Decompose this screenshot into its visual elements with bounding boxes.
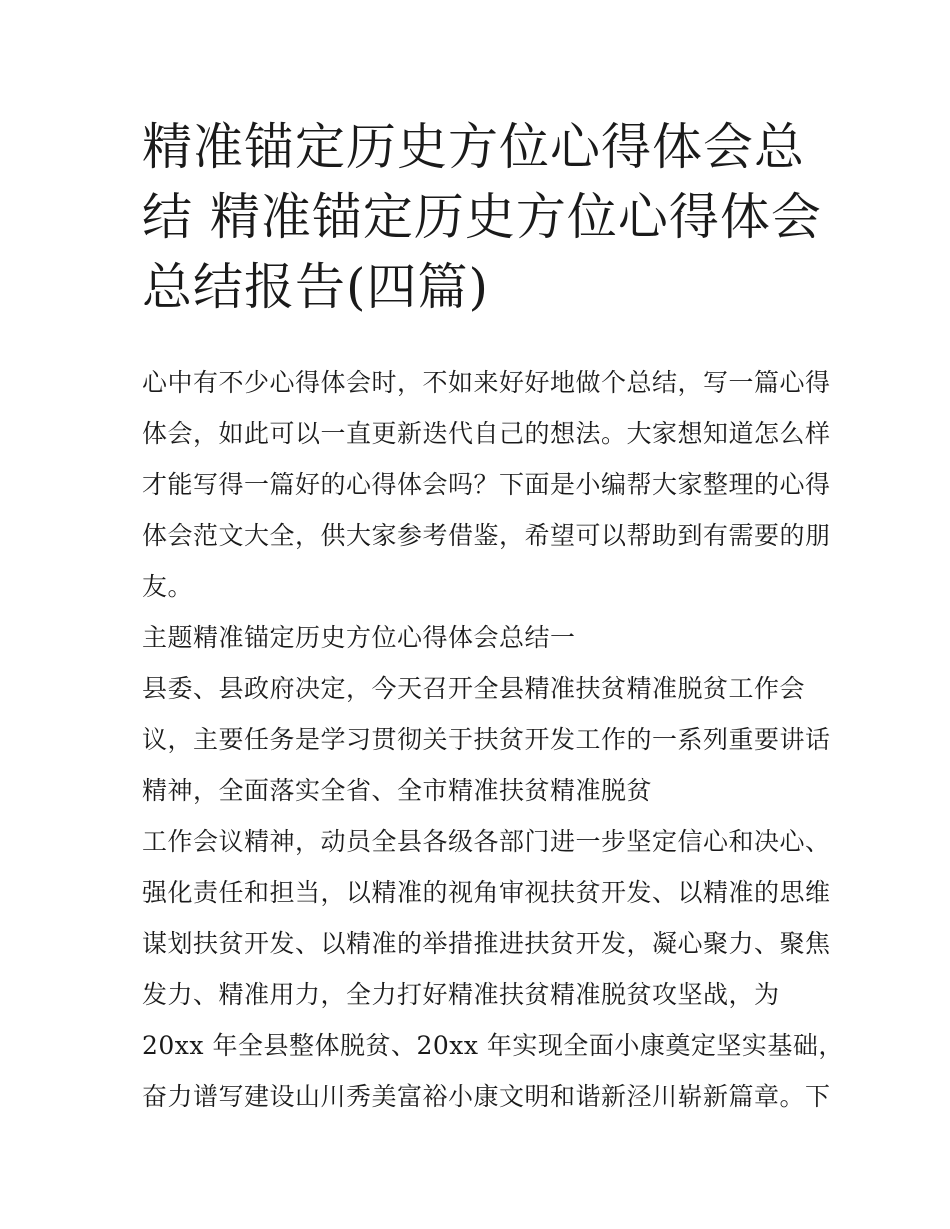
- body-line: 体会范文大全，供大家参考借鉴，希望可以帮助到有需要的朋: [142, 521, 831, 550]
- body-line: 强化责任和担当，以精准的视角审视扶贫开发、以精准的思维: [142, 878, 831, 907]
- body-line: 体会，如此可以一直更新迭代自己的想法。大家想知道怎么样: [142, 419, 831, 448]
- title-line: 结 精准锚定历史方位心得体会: [142, 188, 822, 246]
- body-line: 心中有不少心得体会时，不如来好好地做个总结，写一篇心得: [142, 368, 831, 397]
- section-heading: 主题精准锚定历史方位心得体会总结一: [142, 623, 576, 652]
- body-line: 奋力谱写建设山川秀美富裕小康文明和谐新泾川崭新篇章。下: [142, 1082, 831, 1111]
- title-line: 精准锚定历史方位心得体会总: [142, 118, 805, 176]
- body-line: 谋划扶贫开发、以精准的举措推进扶贫开发，凝心聚力、聚焦: [142, 929, 831, 958]
- body-line: 20xx 年全县整体脱贫、20xx 年实现全面小康奠定坚实基础，: [142, 1031, 844, 1060]
- title-line: 总结报告(四篇): [142, 258, 490, 316]
- body-line: 工作会议精神，动员全县各级各部门进一步坚定信心和决心、: [142, 827, 831, 856]
- body-line: 才能写得一篇好的心得体会吗？下面是小编帮大家整理的心得: [142, 470, 831, 499]
- body-line: 议，主要任务是学习贯彻关于扶贫开发工作的一系列重要讲话: [142, 725, 831, 754]
- document-title: [142, 112, 822, 322]
- body-line: 友。: [142, 572, 194, 601]
- body-line: 县委、县政府决定，今天召开全县精准扶贫精准脱贫工作会: [142, 674, 806, 703]
- document-body: [142, 357, 844, 1122]
- body-line: 发力、精准用力，全力打好精准扶贫精准脱贫攻坚战，为: [142, 980, 780, 1009]
- body-line: 精神，全面落实全省、全市精准扶贫精准脱贫: [142, 776, 653, 805]
